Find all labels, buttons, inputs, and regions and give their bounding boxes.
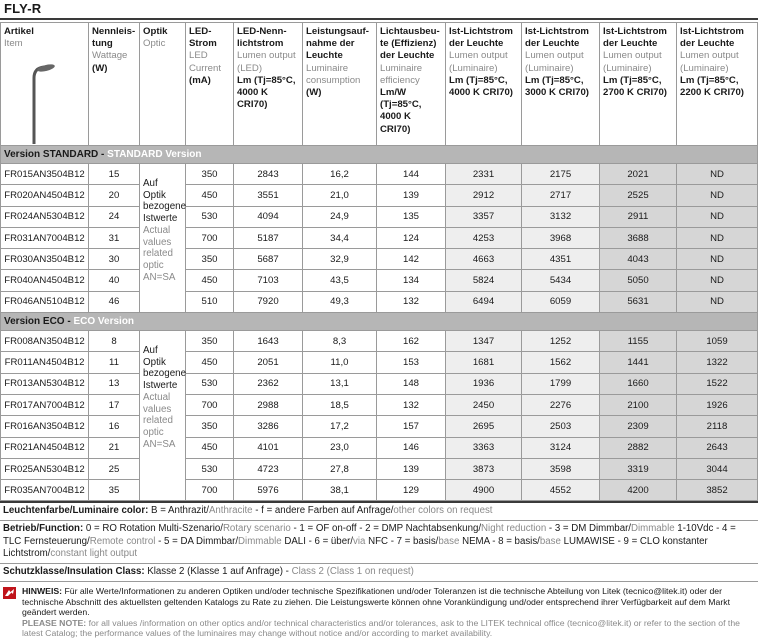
optic-text-de: Auf Optik bezogene Istwerte bbox=[143, 178, 187, 225]
cell-ist-3000k: 2276 bbox=[522, 394, 600, 415]
cell-led-nennlichtstrom: 4723 bbox=[234, 458, 303, 479]
cell-led-strom: 450 bbox=[186, 352, 234, 373]
cell-lichtausbeute: 157 bbox=[377, 416, 446, 437]
cell-nennleistung: 30 bbox=[89, 249, 140, 270]
cell-artikel: FR031AN7004B12 bbox=[1, 227, 89, 248]
function-part-en: Remote control bbox=[89, 535, 156, 547]
cell-nennleistung: 13 bbox=[89, 373, 140, 394]
cell-ist-4000k: 3357 bbox=[446, 206, 522, 227]
cell-ist-2200k: 1926 bbox=[677, 394, 758, 415]
cell-led-nennlichtstrom: 4094 bbox=[234, 206, 303, 227]
function-part-en: Dimmable bbox=[238, 535, 282, 547]
cell-leistungsaufnahme: 49,3 bbox=[303, 291, 377, 312]
table-row bbox=[1, 291, 758, 312]
cell-lichtausbeute: 135 bbox=[377, 206, 446, 227]
col-nennleistung: Nennleis-tung Wattage (W) bbox=[89, 23, 140, 146]
spec-table bbox=[0, 22, 758, 501]
note-color: Leuchtenfarbe/Luminaire color: B = Anthrazit/Anthracite - f = andere Farben auf Anfrage/other colors on request bbox=[0, 503, 758, 521]
function-part-en: base bbox=[438, 535, 460, 547]
cell-nennleistung: 16 bbox=[89, 416, 140, 437]
cell-led-nennlichtstrom: 5976 bbox=[234, 480, 303, 501]
cell-leistungsaufnahme: 13,1 bbox=[303, 373, 377, 394]
table-row bbox=[1, 373, 758, 394]
section-label-en: STANDARD Version bbox=[107, 149, 202, 160]
cell-led-strom: 450 bbox=[186, 270, 234, 291]
cell-nennleistung: 20 bbox=[89, 185, 140, 206]
cell-nennleistung: 25 bbox=[89, 458, 140, 479]
table-body bbox=[1, 146, 758, 501]
table-row bbox=[1, 164, 758, 185]
optic-text-de: Auf Optik bezogene Istwerte bbox=[143, 345, 187, 392]
function-part-en: constant light output bbox=[50, 547, 138, 559]
cell-led-nennlichtstrom: 5687 bbox=[234, 249, 303, 270]
cell-ist-4000k: 2912 bbox=[446, 185, 522, 206]
cell-ist-3000k: 4552 bbox=[522, 480, 600, 501]
cell-led-strom: 350 bbox=[186, 249, 234, 270]
cell-ist-2200k: ND bbox=[677, 164, 758, 185]
cell-led-strom: 450 bbox=[186, 185, 234, 206]
cell-ist-4000k: 5824 bbox=[446, 270, 522, 291]
note-hinweis: HINWEIS: Für alle Werte/Informationen zu anderen Optiken und/oder technische Spezifikationen und/oder Toleranzen ist die technische Abteilung von Litek (tecnico@litek.it) oder der technische Abschnitt des aktuellsten geltenden Katalogs zu Rate zu ziehen. Die Leistungswerte können ohne Vorankündigung und/oder entsprechend ihrer Verfügbarkeit auf dem Markt geändert werden. PLEASE NOTE: for all values /information on other optics and/or technical characteristics and/or tolerances, ask to the LITEK technical office (tecnico@litek.it) or refer to the section of the latest Catalog; the performance values of the luminaires may change without notice and/or according to market availability. bbox=[0, 582, 758, 638]
cell-ist-4000k: 1936 bbox=[446, 373, 522, 394]
cell-artikel: FR030AN3504B12 bbox=[1, 249, 89, 270]
section-label-en: ECO Version bbox=[73, 316, 135, 328]
cell-ist-3000k: 3598 bbox=[522, 458, 600, 479]
cell-artikel: FR046AN5104B12 bbox=[1, 291, 89, 312]
cell-nennleistung: 17 bbox=[89, 394, 140, 415]
cell-led-strom: 700 bbox=[186, 227, 234, 248]
cell-artikel: FR024AN5304B12 bbox=[1, 206, 89, 227]
cell-ist-2200k: 2643 bbox=[677, 437, 758, 458]
cell-ist-2700k: 3319 bbox=[600, 458, 677, 479]
col-ist-4000k: Ist-Lichtstrom der Leuchte Lumen output (Luminaire) Lm (Tj=85°C, 4000 K CRI70) bbox=[446, 23, 522, 146]
cell-ist-2200k: 1522 bbox=[677, 373, 758, 394]
cell-ist-2200k: 1059 bbox=[677, 331, 758, 352]
cell-led-nennlichtstrom: 2051 bbox=[234, 352, 303, 373]
col-led-nennlichtstrom: LED-Nenn-lichtstrom Lumen output (LED) Lm (Tj=85°C, 4000 K CRI70) bbox=[234, 23, 303, 146]
cell-ist-2700k: 1660 bbox=[600, 373, 677, 394]
section-label bbox=[1, 313, 758, 331]
cell-lichtausbeute: 148 bbox=[377, 373, 446, 394]
cell-ist-4000k: 1347 bbox=[446, 331, 522, 352]
cell-led-nennlichtstrom: 5187 bbox=[234, 227, 303, 248]
function-part: NEMA - 8 = basis/ bbox=[459, 535, 540, 547]
cell-ist-4000k: 2331 bbox=[446, 164, 522, 185]
function-part: DALI - 6 = über/ bbox=[281, 535, 354, 547]
cell-lichtausbeute: 132 bbox=[377, 394, 446, 415]
cell-ist-4000k: 3873 bbox=[446, 458, 522, 479]
cell-ist-3000k: 4351 bbox=[522, 249, 600, 270]
cell-led-nennlichtstrom: 2988 bbox=[234, 394, 303, 415]
cell-artikel: FR008AN3504B12 bbox=[1, 331, 89, 352]
function-part: LUMAWISE - 9 = CLO konstanter Lichtstrom/ bbox=[3, 535, 708, 559]
cell-nennleistung: 15 bbox=[89, 164, 140, 185]
cell-leistungsaufnahme: 17,2 bbox=[303, 416, 377, 437]
table-row bbox=[1, 394, 758, 415]
cell-led-strom: 350 bbox=[186, 164, 234, 185]
table-row bbox=[1, 480, 758, 501]
cell-ist-2200k: ND bbox=[677, 227, 758, 248]
function-part-en: Dimmable bbox=[631, 523, 675, 535]
table-row bbox=[1, 206, 758, 227]
warning-icon bbox=[3, 587, 16, 599]
notes bbox=[0, 503, 758, 639]
cell-ist-3000k: 1799 bbox=[522, 373, 600, 394]
cell-ist-2700k: 1441 bbox=[600, 352, 677, 373]
optic-text-en: Actual values related optic AN=SA bbox=[143, 391, 176, 450]
cell-artikel: FR035AN7004B12 bbox=[1, 480, 89, 501]
cell-ist-4000k: 4900 bbox=[446, 480, 522, 501]
note-function: Betrieb/Function: 0 = RO Rotation Multi-Szenario/Rotary scenario - 1 = OF on-off - 2 = DMP Nachtabsenkung/Night reduction - 3 = DM Dimmbar/Dimmable 1-10Vdc - 4 = TLC Fernsteuerung/Remote control - 5 = DA Dimmbar/Dimmable DALI - 6 = über/via NFC - 7 = basis/base NEMA - 8 = basis/base LUMAWISE - 9 = CLO konstanter Lichtstrom/constant light output bbox=[0, 521, 758, 564]
function-part-en: via bbox=[353, 535, 366, 547]
cell-ist-3000k: 2175 bbox=[522, 164, 600, 185]
note-insulation: Schutzklasse/Insulation Class: Klasse 2 (Klasse 1 auf Anfrage) - Class 2 (Class 1 on request) bbox=[0, 564, 758, 582]
col-optik: Optik Optic bbox=[140, 23, 186, 146]
cell-ist-4000k: 3363 bbox=[446, 437, 522, 458]
cell-led-strom: 450 bbox=[186, 437, 234, 458]
table-row bbox=[1, 437, 758, 458]
section-label-de: Version STANDARD - bbox=[4, 149, 108, 160]
cell-ist-2200k: 2118 bbox=[677, 416, 758, 437]
cell-led-nennlichtstrom: 3551 bbox=[234, 185, 303, 206]
cell-ist-3000k: 1562 bbox=[522, 352, 600, 373]
cell-led-nennlichtstrom: 1643 bbox=[234, 331, 303, 352]
function-part: 0 = RO Rotation Multi-Szenario/ bbox=[83, 523, 223, 535]
cell-ist-2700k: 2882 bbox=[600, 437, 677, 458]
cell-optik bbox=[140, 331, 186, 501]
cell-leistungsaufnahme: 24,9 bbox=[303, 206, 377, 227]
cell-ist-2200k: ND bbox=[677, 270, 758, 291]
cell-ist-3000k: 2717 bbox=[522, 185, 600, 206]
col-ist-2700k: Ist-Lichtstrom der Leuchte Lumen output (Luminaire) Lm (Tj=85°C, 2700 K CRI70) bbox=[600, 23, 677, 146]
cell-ist-2700k: 2309 bbox=[600, 416, 677, 437]
cell-artikel: FR013AN5304B12 bbox=[1, 373, 89, 394]
cell-ist-3000k: 2503 bbox=[522, 416, 600, 437]
function-part-en: base bbox=[539, 535, 561, 547]
cell-leistungsaufnahme: 11,0 bbox=[303, 352, 377, 373]
cell-ist-3000k: 3124 bbox=[522, 437, 600, 458]
cell-lichtausbeute: 124 bbox=[377, 227, 446, 248]
table-row bbox=[1, 331, 758, 352]
table-header bbox=[1, 23, 758, 146]
cell-artikel: FR017AN7004B12 bbox=[1, 394, 89, 415]
cell-ist-2700k: 4043 bbox=[600, 249, 677, 270]
cell-artikel: FR025AN5304B12 bbox=[1, 458, 89, 479]
cell-artikel: FR015AN3504B12 bbox=[1, 164, 89, 185]
cell-ist-3000k: 6059 bbox=[522, 291, 600, 312]
cell-lichtausbeute: 132 bbox=[377, 291, 446, 312]
cell-lichtausbeute: 142 bbox=[377, 249, 446, 270]
function-part: 1-10Vdc - 4 = TLC Fernsteuerung/ bbox=[3, 523, 736, 547]
cell-led-nennlichtstrom: 2362 bbox=[234, 373, 303, 394]
cell-ist-2200k: 3044 bbox=[677, 458, 758, 479]
cell-nennleistung: 46 bbox=[89, 291, 140, 312]
cell-nennleistung: 11 bbox=[89, 352, 140, 373]
cell-ist-2200k: ND bbox=[677, 185, 758, 206]
section-header bbox=[1, 146, 758, 164]
cell-led-strom: 530 bbox=[186, 458, 234, 479]
cell-nennleistung: 24 bbox=[89, 206, 140, 227]
cell-led-strom: 530 bbox=[186, 206, 234, 227]
cell-leistungsaufnahme: 23,0 bbox=[303, 437, 377, 458]
cell-artikel: FR020AN4504B12 bbox=[1, 185, 89, 206]
col-lichtausbeute: Lichtausbeu-te (Effizienz) der Leuchte Luminaire efficiency Lm/W (Tj=85°C, 4000 K CRI70) bbox=[377, 23, 446, 146]
cell-ist-4000k: 2695 bbox=[446, 416, 522, 437]
cell-ist-2700k: 2911 bbox=[600, 206, 677, 227]
cell-ist-2200k: ND bbox=[677, 291, 758, 312]
cell-leistungsaufnahme: 34,4 bbox=[303, 227, 377, 248]
function-part: - 1 = OF on-off - 2 = DMP Nachtabsenkung/ bbox=[290, 523, 482, 535]
col-ist-2200k: Ist-Lichtstrom der Leuchte Lumen output (Luminaire) Lm (Tj=85°C, 2200 K CRI70) bbox=[677, 23, 758, 146]
cell-ist-2700k: 2021 bbox=[600, 164, 677, 185]
cell-ist-2700k: 2100 bbox=[600, 394, 677, 415]
table-row bbox=[1, 249, 758, 270]
cell-ist-2200k: 1322 bbox=[677, 352, 758, 373]
cell-artikel: FR040AN4504B12 bbox=[1, 270, 89, 291]
col-led-strom: LED-Strom LED Current (mA) bbox=[186, 23, 234, 146]
cell-lichtausbeute: 146 bbox=[377, 437, 446, 458]
cell-lichtausbeute: 153 bbox=[377, 352, 446, 373]
cell-leistungsaufnahme: 18,5 bbox=[303, 394, 377, 415]
cell-ist-2700k: 5050 bbox=[600, 270, 677, 291]
cell-ist-2700k: 2525 bbox=[600, 185, 677, 206]
cell-ist-3000k: 5434 bbox=[522, 270, 600, 291]
cell-ist-3000k: 1252 bbox=[522, 331, 600, 352]
section-label-de: Version ECO - bbox=[4, 316, 74, 328]
optic-text-en: Actual values related optic AN=SA bbox=[143, 224, 176, 283]
cell-ist-2700k: 1155 bbox=[600, 331, 677, 352]
cell-ist-2700k: 3688 bbox=[600, 227, 677, 248]
cell-nennleistung: 40 bbox=[89, 270, 140, 291]
cell-leistungsaufnahme: 32,9 bbox=[303, 249, 377, 270]
cell-led-nennlichtstrom: 2843 bbox=[234, 164, 303, 185]
cell-leistungsaufnahme: 38,1 bbox=[303, 480, 377, 501]
cell-ist-2200k: 3852 bbox=[677, 480, 758, 501]
cell-leistungsaufnahme: 43,5 bbox=[303, 270, 377, 291]
cell-ist-2700k: 4200 bbox=[600, 480, 677, 501]
cell-leistungsaufnahme: 16,2 bbox=[303, 164, 377, 185]
cell-leistungsaufnahme: 8,3 bbox=[303, 331, 377, 352]
table-row bbox=[1, 458, 758, 479]
cell-ist-3000k: 3968 bbox=[522, 227, 600, 248]
cell-led-nennlichtstrom: 7920 bbox=[234, 291, 303, 312]
cell-lichtausbeute: 139 bbox=[377, 185, 446, 206]
cell-ist-3000k: 3132 bbox=[522, 206, 600, 227]
cell-ist-2700k: 5631 bbox=[600, 291, 677, 312]
page-title: FLY-R bbox=[4, 1, 42, 16]
table-row bbox=[1, 352, 758, 373]
cell-led-strom: 350 bbox=[186, 331, 234, 352]
function-part-en: Night reduction bbox=[481, 523, 547, 535]
cell-nennleistung: 8 bbox=[89, 331, 140, 352]
cell-lichtausbeute: 139 bbox=[377, 458, 446, 479]
cell-ist-2200k: ND bbox=[677, 249, 758, 270]
function-part-en: Rotary scenario bbox=[222, 523, 291, 535]
cell-optik bbox=[140, 164, 186, 313]
cell-ist-4000k: 4663 bbox=[446, 249, 522, 270]
cell-leistungsaufnahme: 21,0 bbox=[303, 185, 377, 206]
cell-artikel: FR021AN4504B12 bbox=[1, 437, 89, 458]
section-label bbox=[1, 146, 758, 164]
cell-leistungsaufnahme: 27,8 bbox=[303, 458, 377, 479]
table-row bbox=[1, 270, 758, 291]
cell-lichtausbeute: 144 bbox=[377, 164, 446, 185]
cell-ist-4000k: 6494 bbox=[446, 291, 522, 312]
cell-led-nennlichtstrom: 4101 bbox=[234, 437, 303, 458]
cell-lichtausbeute: 162 bbox=[377, 331, 446, 352]
cell-ist-4000k: 2450 bbox=[446, 394, 522, 415]
cell-ist-4000k: 1681 bbox=[446, 352, 522, 373]
table-row bbox=[1, 185, 758, 206]
cell-led-strom: 510 bbox=[186, 291, 234, 312]
cell-lichtausbeute: 129 bbox=[377, 480, 446, 501]
function-part: - 3 = DM Dimmbar/ bbox=[546, 523, 631, 535]
cell-led-nennlichtstrom: 3286 bbox=[234, 416, 303, 437]
cell-artikel: FR011AN4504B12 bbox=[1, 352, 89, 373]
cell-artikel: FR016AN3504B12 bbox=[1, 416, 89, 437]
cell-lichtausbeute: 134 bbox=[377, 270, 446, 291]
cell-led-strom: 350 bbox=[186, 416, 234, 437]
cell-ist-2200k: ND bbox=[677, 206, 758, 227]
cell-nennleistung: 21 bbox=[89, 437, 140, 458]
col-leistungsaufnahme: Leistungsauf-nahme der Leuchte Luminaire consumption (W) bbox=[303, 23, 377, 146]
cell-nennleistung: 35 bbox=[89, 480, 140, 501]
cell-led-strom: 530 bbox=[186, 373, 234, 394]
title-rule bbox=[0, 18, 758, 20]
section-header bbox=[1, 313, 758, 331]
cell-led-strom: 700 bbox=[186, 394, 234, 415]
col-ist-3000k: Ist-Lichtstrom der Leuchte Lumen output (Luminaire) Lm (Tj=85°C, 3000 K CRI70) bbox=[522, 23, 600, 146]
table-row bbox=[1, 227, 758, 248]
luminaire-icon bbox=[18, 64, 56, 144]
cell-led-strom: 700 bbox=[186, 480, 234, 501]
table-row bbox=[1, 416, 758, 437]
cell-ist-4000k: 4253 bbox=[446, 227, 522, 248]
function-part: - 5 = DA Dimmbar/ bbox=[155, 535, 239, 547]
cell-led-nennlichtstrom: 7103 bbox=[234, 270, 303, 291]
col-artikel: Artikel Item bbox=[1, 23, 89, 146]
function-part: NFC - 7 = basis/ bbox=[365, 535, 439, 547]
cell-nennleistung: 31 bbox=[89, 227, 140, 248]
